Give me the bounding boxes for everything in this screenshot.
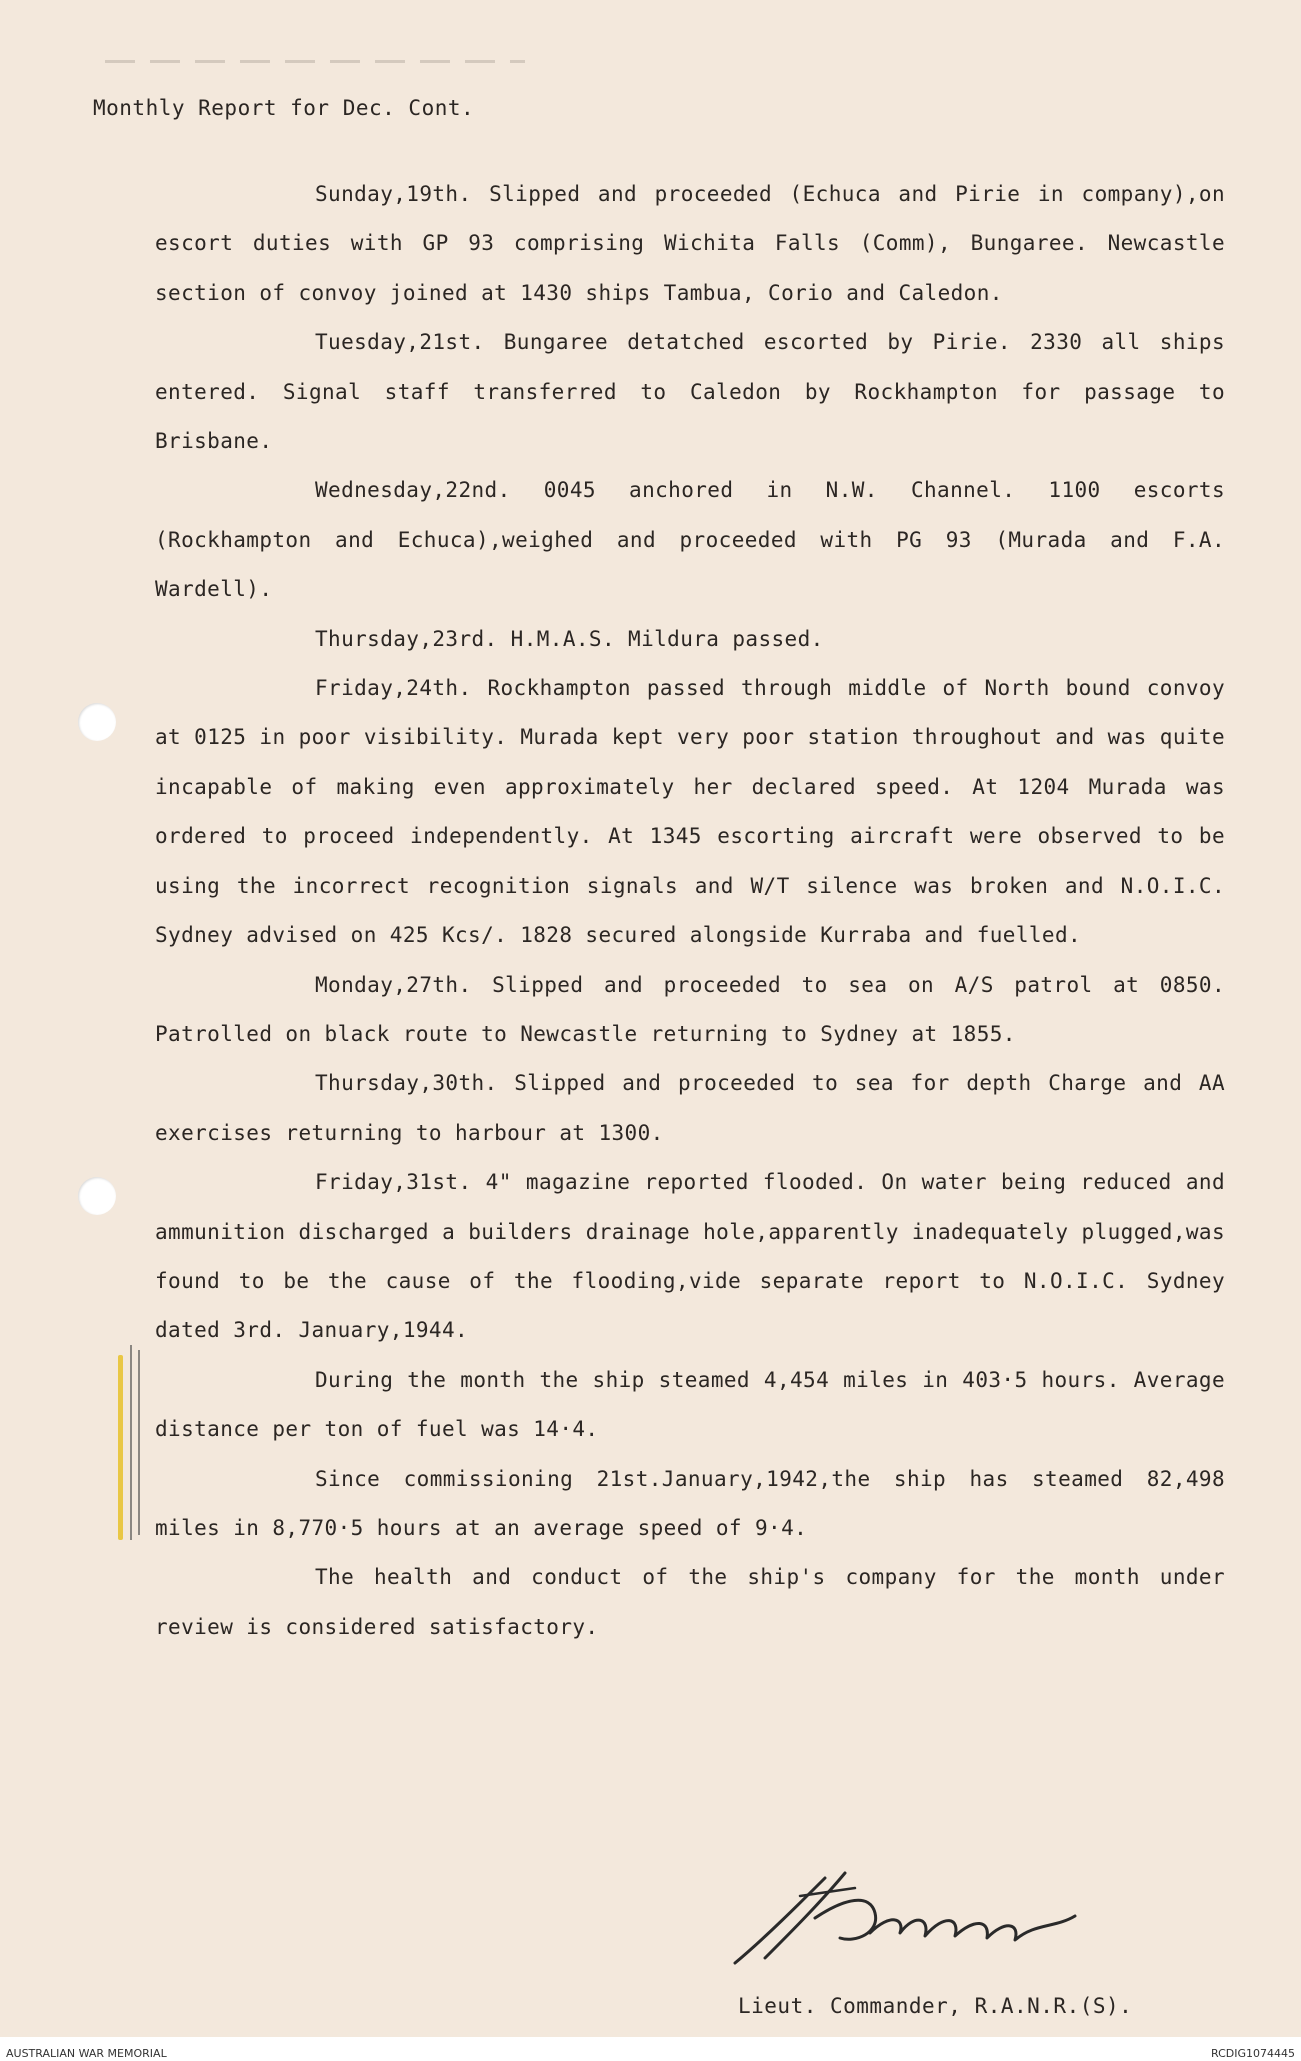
paragraph-health-conduct: The health and conduct of the ship's company for the month under review is considered satisfactory.	[155, 1565, 1225, 1639]
paragraph-friday-31st: Friday,31st. 4" magazine reported flooded. On water being reduced and ammunition discharged a builders drainage hole,apparently inadequately plugged,was found to be the cause of the flooding,vide separate report to N.O.I.C. Sydney dated 3rd. January,1944.	[155, 1170, 1225, 1343]
paragraph-friday-24th: Friday,24th. Rockhampton passed through middle of North bound convoy at 0125 in poor visibility. Murada kept very poor station throughout and was quite incapable of making even approximately her declared speed. At 1204 Murada was ordered to proceed independently. At 1345 escorting aircraft were observed to be using the incorrect recognition signals and W/T silence was broken and N.O.I.C. Sydney advised on 425 Kcs/. 1828 secured alongside Kurraba and fuelled.	[155, 676, 1225, 948]
pencil-margin-line-1	[130, 1345, 132, 1540]
paragraph-wednesday-22nd: Wednesday,22nd. 0045 anchored in N.W. Channel. 1100 escorts (Rockhampton and Echuca),weighed and proceeded with PG 93 (Murada and F.A. Wardell).	[155, 478, 1225, 602]
faint-typed-line	[105, 60, 525, 63]
footer-institution: AUSTRALIAN WAR MEMORIAL	[6, 2047, 167, 2060]
report-header: Monthly Report for Dec. Cont.	[93, 96, 475, 120]
paragraph-tuesday-21st: Tuesday,21st. Bungaree detatched escorted by Pirie. 2330 all ships entered. Signal staff transferred to Caledon by Rockhampton for passage to Brisbane.	[155, 330, 1225, 454]
footer-record-id: RCDIG1074445	[1210, 2047, 1295, 2060]
paragraph-since-commissioning: Since commissioning 21st.January,1942,the ship has steamed 82,498 miles in 8,770·5 hours at an average speed of 9·4.	[155, 1466, 1225, 1540]
pencil-margin-line-2	[138, 1350, 140, 1535]
highlighter-margin-mark	[118, 1355, 123, 1540]
punch-hole-upper	[78, 703, 116, 741]
signatory-rank: Lieut. Commander, R.A.N.R.(S).	[738, 1994, 1133, 2018]
punch-hole-lower	[78, 1177, 116, 1215]
footer-bar	[0, 2037, 1301, 2061]
handwritten-signature	[705, 1858, 1085, 1978]
paragraph-thursday-30th: Thursday,30th. Slipped and proceeded to sea for depth Charge and AA exercises returning to harbour at 1300.	[155, 1071, 1225, 1145]
report-body	[155, 170, 1225, 1652]
paragraph-monday-27th: Monday,27th. Slipped and proceeded to sea on A/S patrol at 0850. Patrolled on black route to Newcastle returning to Sydney at 1855.	[155, 972, 1225, 1046]
paragraph-thursday-23rd: Thursday,23rd. H.M.A.S. Mildura passed.	[315, 626, 824, 651]
paragraph-sunday-19th: Sunday,19th. Slipped and proceeded (Echuca and Pirie in company),on escort duties with GP 93 comprising Wichita Falls (Comm), Bungaree. Newcastle section of convoy joined at 1430 ships Tambua, Corio and Caledon.	[155, 182, 1225, 305]
paragraph-monthly-mileage: During the month the ship steamed 4,454 miles in 403·5 hours. Average distance per ton of fuel was 14·4.	[155, 1367, 1225, 1442]
